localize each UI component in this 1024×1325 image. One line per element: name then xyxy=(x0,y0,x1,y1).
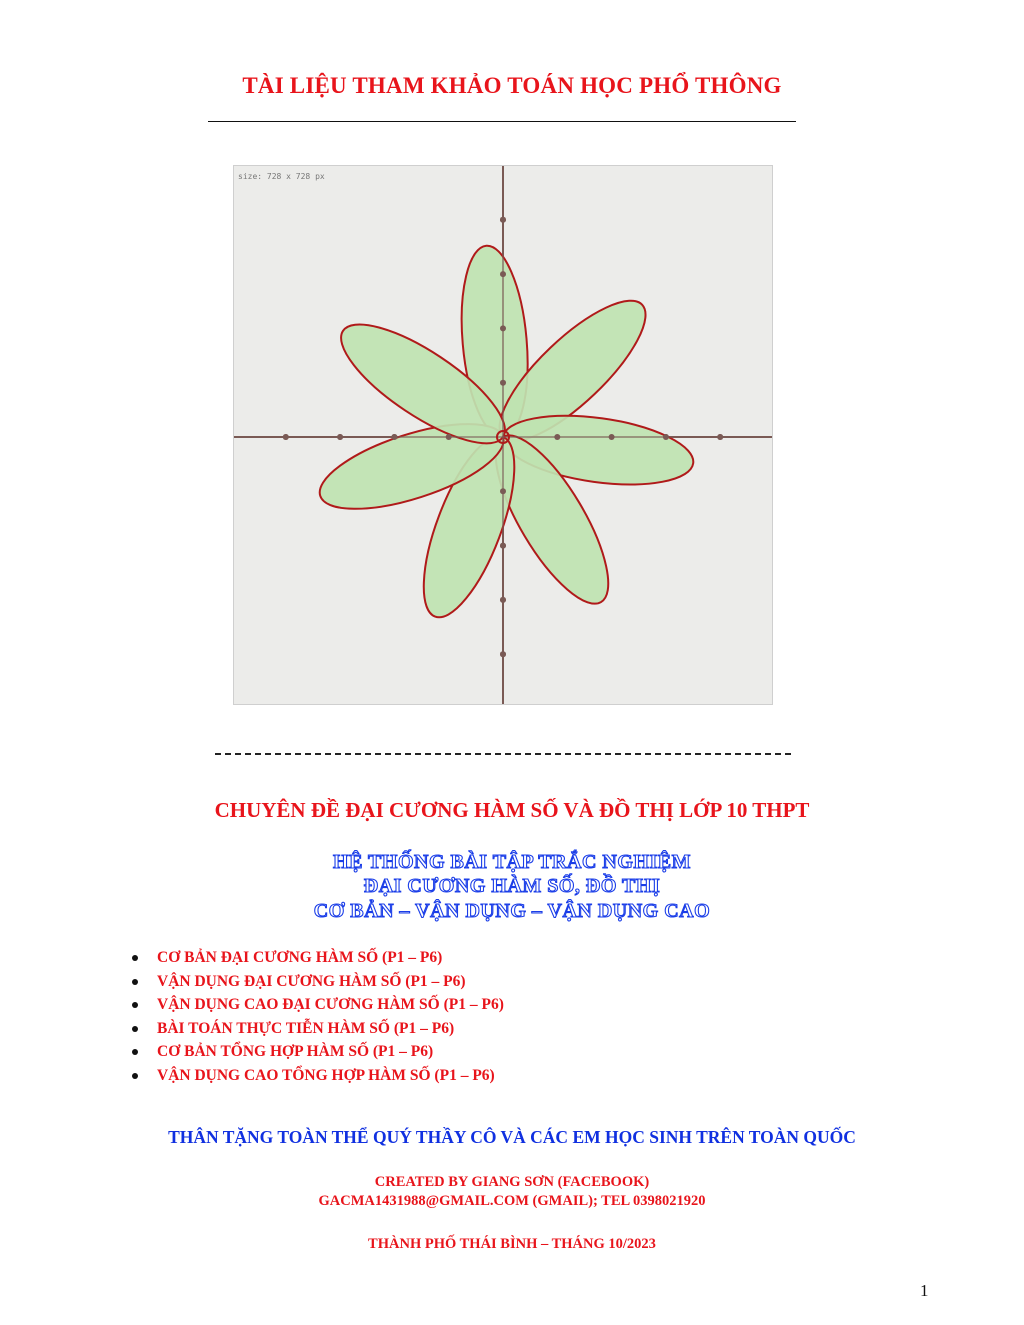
subtitle-line-3: CƠ BẢN – VẬN DỤNG – VẬN DỤNG CAO xyxy=(313,900,711,922)
y-axis-tick xyxy=(500,271,506,277)
subtitle-line-2: ĐẠI CƯƠNG HÀM SỐ, ĐỒ THỊ xyxy=(363,875,661,897)
y-axis-tick xyxy=(500,325,506,331)
list-item: VẬN DỤNG CAO ĐẠI CƯƠNG HÀM SỐ (P1 – P6) xyxy=(132,993,504,1017)
list-item: VẬN DỤNG CAO TỔNG HỢP HÀM SỐ (P1 – P6) xyxy=(132,1064,504,1088)
y-axis-tick xyxy=(500,651,506,657)
x-axis-tick xyxy=(283,434,289,440)
list-item: CƠ BẢN TỔNG HỢP HÀM SỐ (P1 – P6) xyxy=(132,1040,504,1064)
bullet-icon xyxy=(132,1002,138,1008)
y-axis-tick xyxy=(500,597,506,603)
axis-ticks-overlay xyxy=(234,166,773,705)
author-contact: GACMA1431988@GMAIL.COM (GMAIL); TEL 0398021920 xyxy=(318,1193,706,1209)
city-date-line: THÀNH PHỐ THÁI BÌNH – THÁNG 10/2023 xyxy=(368,1236,656,1252)
x-axis-tick xyxy=(337,434,343,440)
x-axis-tick xyxy=(446,434,452,440)
author-credit: CREATED BY GIANG SƠN (FACEBOOK) xyxy=(374,1174,650,1190)
list-item: BÀI TOÁN THỰC TIỄN HÀM SỐ (P1 – P6) xyxy=(132,1017,504,1041)
y-axis-tick xyxy=(500,488,506,494)
flower-petals xyxy=(310,243,697,628)
title-underline xyxy=(208,121,796,122)
x-axis-tick xyxy=(663,434,669,440)
y-axis-tick xyxy=(500,543,506,549)
y-axis-tick xyxy=(500,380,506,386)
topic-heading: CHUYÊN ĐỀ ĐẠI CƯƠNG HÀM SỐ VÀ ĐỒ THỊ LỚP 10 THPT xyxy=(214,798,810,822)
flower-curve-graph xyxy=(234,166,773,705)
x-axis-tick xyxy=(717,434,723,440)
bullet-icon xyxy=(132,1049,138,1055)
list-item: CƠ BẢN ĐẠI CƯƠNG HÀM SỐ (P1 – P6) xyxy=(132,946,504,970)
section-divider xyxy=(215,753,791,755)
x-axis-tick xyxy=(391,434,397,440)
bullet-icon xyxy=(132,1073,138,1079)
subtitle-line-1: HỆ THỐNG BÀI TẬP TRẮC NGHIỆM xyxy=(333,851,691,873)
image-size-label: size: 728 x 728 px xyxy=(238,172,325,181)
bullet-icon xyxy=(132,955,138,961)
x-axis-tick xyxy=(554,434,560,440)
x-axis-tick xyxy=(609,434,615,440)
y-axis-tick xyxy=(500,217,506,223)
page-number: 1 xyxy=(920,1281,929,1300)
list-item: VẬN DỤNG ĐẠI CƯƠNG HÀM SỐ (P1 – P6) xyxy=(132,970,504,994)
bullet-icon xyxy=(132,1026,138,1032)
contents-list xyxy=(132,946,504,1088)
flower-curve-figure xyxy=(233,165,773,705)
bullet-icon xyxy=(132,979,138,985)
dedication-line: THÂN TẶNG TOÀN THỂ QUÝ THẦY CÔ VÀ CÁC EM HỌC SINH TRÊN TOÀN QUỐC xyxy=(168,1127,856,1147)
document-title: TÀI LIỆU THAM KHẢO TOÁN HỌC PHỔ THÔNG xyxy=(242,73,782,98)
